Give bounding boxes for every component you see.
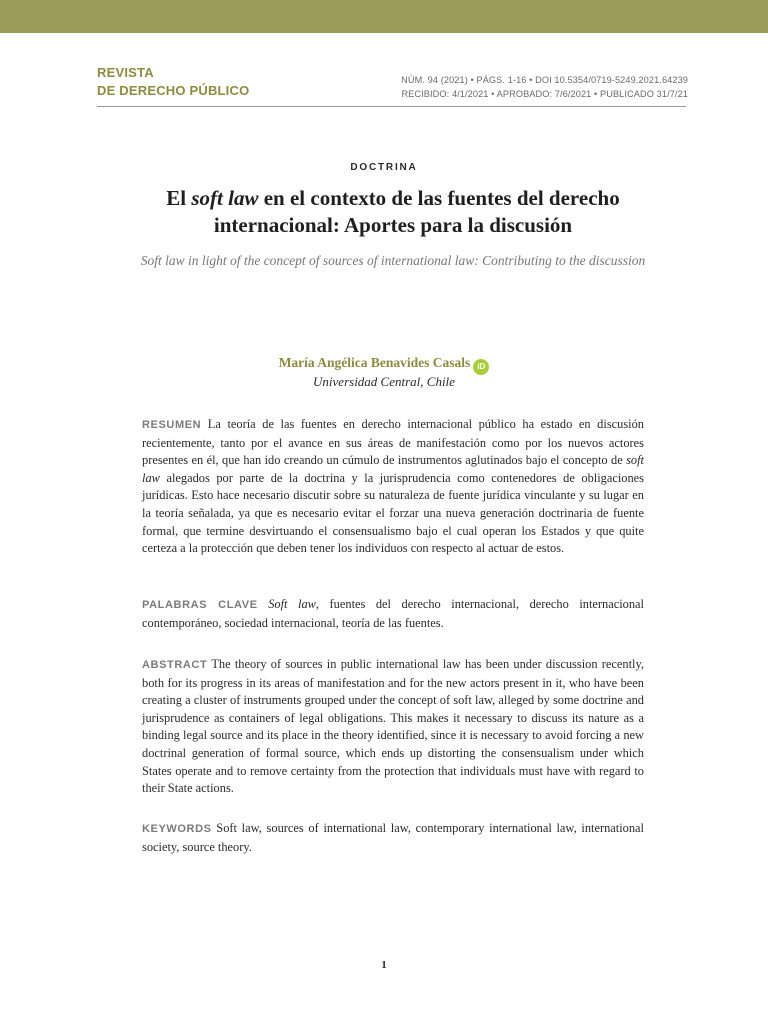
title-italic: soft law [191, 186, 259, 210]
title-part2: en el contexto de las fuentes del derecho internacional: Aportes para la discusión [213, 186, 620, 237]
abstract-label: ABSTRACT [142, 659, 208, 671]
keywords-block [142, 820, 644, 856]
author-name: María Angélica Benavides Casals [278, 355, 471, 370]
keywords-label: KEYWORDS [142, 823, 212, 835]
resumen-text2: alegados por parte de la doctrina y la jurisprudencia como contenedores de obligaciones jurídicas. Esto hace necesario discutir sobre su naturaleza de fuente jurídica vinculante y su lugar en la teoría señalada, ya que es necesario evitar el forzar una nueva generación doctrinaria de fuente formal, que termine desvirtuando el consensualismo bajo el cual operan los Estados y que quite certeza a la protección que deben tener los individuos con respecto al actuar de estos. [142, 470, 644, 556]
keywords-text: Soft law, sources of international law, contemporary international law, international society, source theory. [142, 821, 644, 854]
metadata-issue-doi: NÚM. 94 (2021) • PÁGS. 1-16 • DOI 10.5354/0719-5249.2021.64239 [401, 75, 688, 85]
article-subtitle: Soft law in light of the concept of sources of international law: Contributing to the discussion [140, 253, 646, 268]
author-row [0, 354, 768, 375]
abstract-text: The theory of sources in public international law has been under discussion recently, both for its progress in its areas of manifestation and for the new actors present in it, who have been creating a cluster of instruments grouped under the concept of soft law, alleged by some doctrine and jurisprudence as containers of legal obligations. This makes it necessary to discuss its nature as a binding legal source and its place in the theory identified, since it is necessary to avoid forcing a new doctrinal generation of formal source, which ends up distorting the consensualism under which States operate and to remove certainty from the protection that individuals must have with regard to their State actions. [142, 657, 644, 796]
palabras-clave-text: , fuentes del derecho internacional, derecho internacional contemporáneo, sociedad internacional, teoría de las fuentes. [142, 597, 644, 630]
journal-name-line2: DE DERECHO PÚBLICO [97, 83, 250, 98]
journal-name-line1: REVISTA [97, 65, 154, 80]
resumen-label: RESUMEN [142, 419, 202, 431]
resumen-block [142, 416, 644, 558]
article-title [110, 185, 676, 239]
page-number: 1 [381, 959, 387, 971]
header-divider [97, 106, 686, 107]
resumen-italic: soft law [142, 453, 644, 485]
abstract-block [142, 656, 644, 798]
author-affiliation: Universidad Central, Chile [313, 374, 455, 389]
orcid-icon[interactable]: iD [473, 359, 489, 375]
article-metadata [401, 73, 688, 101]
palabras-clave-label: PALABRAS CLAVE [142, 599, 258, 611]
metadata-dates: RECIBIDO: 4/1/2021 • APROBADO: 7/6/2021 • PUBLICADO 31/7/21 [401, 89, 688, 99]
palabras-clave-block [142, 596, 644, 632]
top-color-bar [0, 0, 768, 33]
section-label: DOCTRINA [350, 162, 418, 173]
palabras-clave-italic: Soft law [268, 597, 316, 611]
resumen-text1: La teoría de las fuentes en derecho internacional público ha estado en discusión recientemente, tanto por el avance en sus áreas de manifestación como por los nuevos actores presentes en él, que han ido creando un cúmulo de instrumentos aglutinados bajo el concepto de [142, 417, 644, 468]
journal-name [97, 64, 249, 100]
title-part1: El [166, 186, 192, 210]
